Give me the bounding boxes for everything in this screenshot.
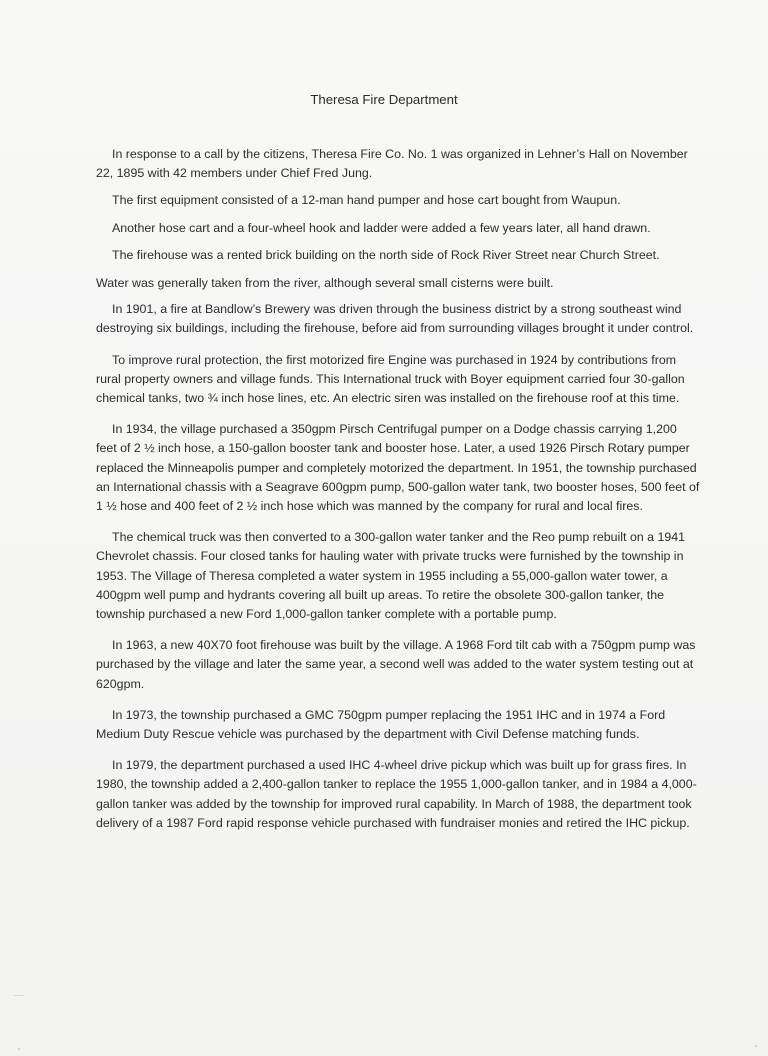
scan-speck [18,1048,20,1050]
document-title: Theresa Fire Department [310,92,458,107]
paragraph-firehouse: The firehouse was a rented brick building on the north side of Rock River Street near Church Street. [112,247,660,262]
paragraph-1979-pickup: In 1979, the department purchased a used IHC 4-wheel drive pickup which was built up for grass fires. In 1980, the township added a 2,400-gallon tanker to replace the 1955 1,000-gallon tanker, and in 1984 a 4,000-gallon tanker was added by the township for improved rural capability. In March of 1988, the department took delivery of a 1987 Ford rapid response vehicle purchased with fundraiser monies and retired the IHC pickup. [96,758,697,830]
paragraph-organization: In response to a call by the citizens, Theresa Fire Co. No. 1 was organized in Lehner’s Hall on November 22, 1895 with 42 members under Chief Fred Jung. [96,147,688,181]
paragraph-first-equipment: The first equipment consisted of a 12-man hand pumper and hose cart bought from Waupun. [112,193,621,208]
paragraph-1934-pumper: In 1934, the village purchased a 350gpm Pirsch Centrifugal pumper on a Dodge chassis carrying 1,200 feet of 2 ½ inch hose, a 150-gallon booster tank and booster hose. Later, a used 1926 Pirsch Rotary pumper replaced the Minneapolis pumper and completely motorized the department. In 1951, the township purchased an International chassis with a Seagrave 600gpm pump, 500-gallon water tank, two booster hoses, 500 feet of 1 ½ hose and 400 feet of 2 ½ inch hose which was manned by the company for rural and local fires. [96,422,700,514]
paragraph-water-source: Water was generally taken from the river, although several small cisterns were built. [96,276,554,291]
paragraph-hose-cart: Another hose cart and a four-wheel hook and ladder were added a few years later, all hand drawn. [112,220,651,235]
document-body [96,145,700,841]
paragraph-1924-engine: To improve rural protection, the first motorized fire Engine was purchased in 1924 by contributions from rural property owners and village funds. This International truck with Boyer equipment carried four 30-gallon chemical tanks, two ¾ inch hose lines, etc. An electric siren was installed on the firehouse roof at this time. [96,352,685,406]
paragraph-1901-fire: In 1901, a fire at Bandlow’s Brewery was driven through the business district by a strong southeast wind destroying six buildings, including the firehouse, before aid from surrounding villages brought it under control. [96,302,694,336]
scan-speck [755,1045,757,1047]
paragraph-1963-firehouse: In 1963, a new 40X70 foot firehouse was built by the village. A 1968 Ford tilt cab with a 750gpm pump was purchased by the village and later the same year, a second well was added to the water system testing out at 620gpm. [96,638,696,691]
paragraph-1973-pumper: In 1973, the township purchased a GMC 750gpm pumper replacing the 1951 IHC and in 1974 a Ford Medium Duty Rescue vehicle was purchased by the department with Civil Defense matching funds. [96,707,666,742]
scan-mark-left [14,995,24,996]
paragraph-chemical-truck: The chemical truck was then converted to a 300-gallon water tanker and the Reo pump rebuilt on a 1941 Chevrolet chassis. Four closed tanks for hauling water with private trucks were furnished by the township in 1953. The Village of Theresa completed a water system in 1955 including a 55,000-gallon water tower, a 400gpm well pump and hydrants covering all built up areas. To retire the obsolete 300-gallon tanker, the township purchased a new Ford 1,000-gallon tanker complete with a portable pump. [96,530,686,622]
